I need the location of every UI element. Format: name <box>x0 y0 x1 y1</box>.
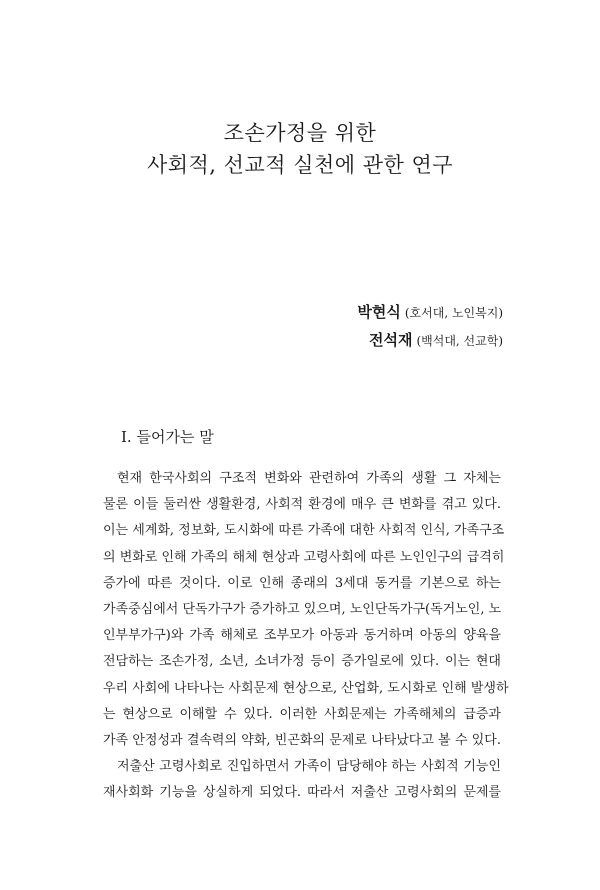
paper-title-line-1: 조손가정을 위한 <box>223 121 377 145</box>
author-2-name: 전석재 <box>368 331 413 349</box>
body-line: 는 현상으로 이해할 수 있다. 이러한 사회문제는 가족해체의 급증과 <box>103 706 501 722</box>
body-line: 이는 세계화, 정보화, 도시화에 따른 가족에 대한 사회적 인식, 가족구조 <box>103 523 505 539</box>
body-line: 전담하는 조손가정, 소년, 소녀가정 등이 증가일로에 있다. 이는 현대 <box>103 654 501 670</box>
section-heading: I. 들어가는 말 <box>121 428 214 446</box>
body-line: 인부부가구)와 가족 해체로 조부모가 아동과 동거하며 아동의 양육을 <box>103 628 501 644</box>
body-line: 현재 한국사회의 구조적 변화와 관련하여 가족의 생활 그 자체는 <box>117 471 501 486</box>
author-1-name: 박현식 <box>357 303 401 321</box>
body-line: 증가에 따른 것이다. 이로 인해 종래의 3세대 동거를 기본으로 하는 <box>103 575 501 591</box>
paper-title-line-2: 사회적, 선교적 실천에 관한 연구 <box>146 153 454 177</box>
body-line: 의 변화로 인해 가족의 해체 현상과 고령사회에 따른 노인인구의 급격히 <box>103 549 505 565</box>
author-1-affiliation: (호서대, 노인복지) <box>404 306 503 320</box>
body-line: 우리 사회에 나타나는 사회문제 현상으로, 산업화, 도시화로 인해 발생하 <box>103 680 509 696</box>
body-line: 저출산 고령사회로 진입하면서 가족이 담당해야 하는 사회적 기능인 <box>117 759 501 775</box>
body-line: 재사회화 기능을 상실하게 되었다. 따라서 저출산 고령사회의 문제를 <box>103 785 501 801</box>
body-line: 물론 이들 둘러싼 생활환경, 사회적 환경에 매우 큰 변화를 겪고 있다. <box>103 497 501 513</box>
author-1 <box>357 302 503 323</box>
body-paragraphs <box>103 466 509 806</box>
body-line: 가족 안정성과 결속력의 약화, 빈곤화의 문제로 나타났다고 볼 수 있다. <box>103 732 501 748</box>
author-2-affiliation: (백석대, 선교학) <box>416 334 503 348</box>
body-line: 가족중심에서 단독가구가 증가하고 있으며, 노인단독가구(독거노인, 노 <box>103 601 502 617</box>
author-2 <box>369 330 503 351</box>
